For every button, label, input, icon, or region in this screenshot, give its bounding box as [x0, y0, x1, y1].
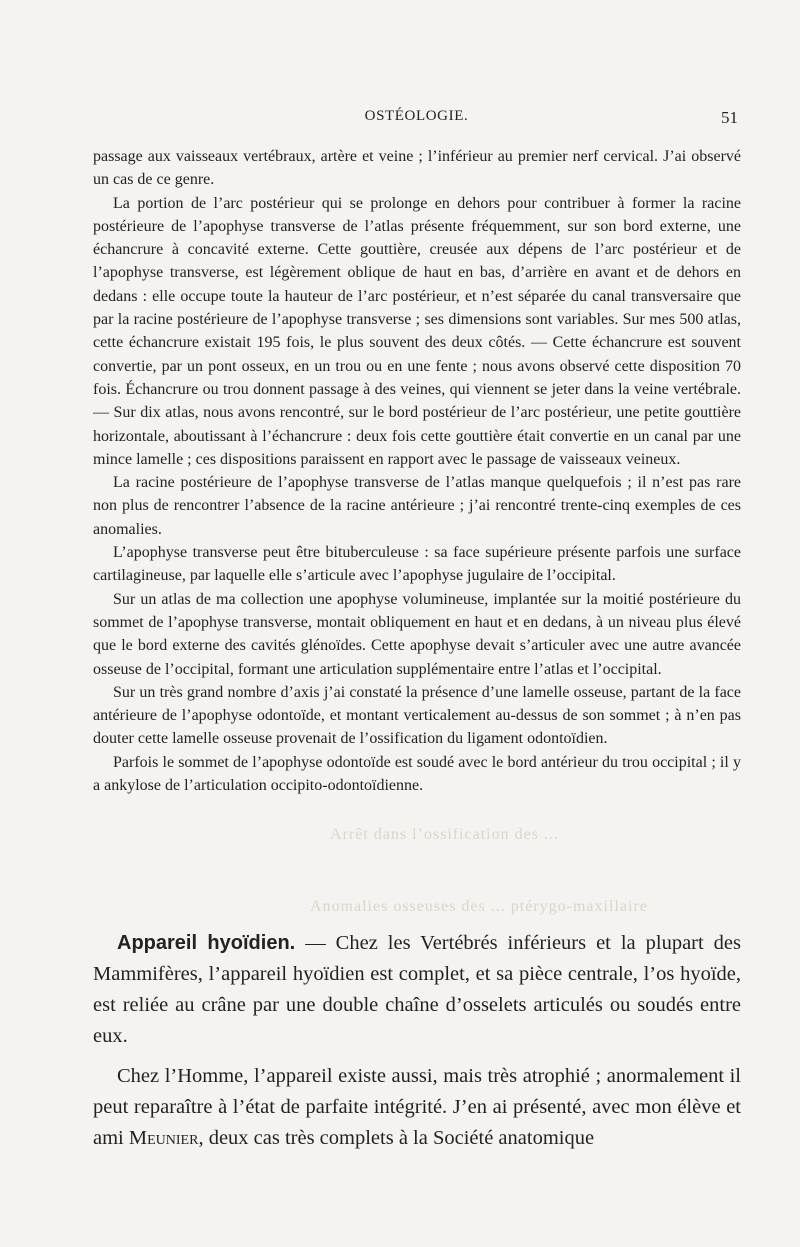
paragraph-axis-lamelle: Sur un très grand nombre d’axis j’ai constaté la présence d’une lamelle osseuse, partant de la face antérieure de l’apophyse odontoïde, et montant verticalement au-dessus de son sommet ; à n’en pas douter cette lamelle osseuse provenait de l’ossification du ligament odontoïdien.	[93, 683, 741, 748]
bleed-through-text-1: Arrêt dans l’ossification des ...	[330, 826, 559, 843]
paragraph-arc-posterieur: La portion de l’arc postérieur qui se prolonge en dehors pour contribuer à former la racine postérieure de l’apophyse transverse de l’atlas présente fréquemment, sur son bord externe, une échancrure à concavité externe. Cette gouttière, creusée aux dépens de l’arc postérieur et de l’apophyse transverse, est légèrement oblique de haut en bas, d’arrière en avant et de dehors en dedans : elle occupe toute la hauteur de l’arc postérieur, et n’est séparée du canal transversaire que par la racine postérieure de l’apophyse transverse ; ses dimensions sont variables. Sur mes 500 atlas, cette échancrure existait 195 fois, le plus souvent des deux côtés. — Cette échancrure est souvent convertie, par un pont osseux, en un trou ou en une fente ; nous avons observé cette disposition 70 fois. Échancrure ou trou donnent passage à des veines, qui viennent se jeter dans la veine vertébrale. — Sur dix atlas, nous avons rencontré, sur le bord postérieur de l’arc postérieur, une petite gouttière horizontale, aboutissant à l’échancrure : deux fois cette gouttière était convertie en un canal par une mince lamelle ; ces dispositions paraissent en rapport avec le passage de vaisseaux veineux.	[93, 194, 741, 468]
paragraph-apophyse-volumineuse: Sur un atlas de ma collection une apophyse volumineuse, implantée sur la moitié postérieure du sommet de l’apophyse transverse, montait obliquement en haut et en dedans, à un niveau plus élevé que le bord externe des cavités glénoïdes. Cette apophyse devait s’articuler avec une autre avancée osseuse de l’occipital, formant une articulation supplémentaire entre l’atlas et l’occipital.	[93, 590, 741, 678]
section-heading: Appareil hyoïdien.	[117, 932, 296, 954]
author-name-meunier: Meunier	[128, 1127, 199, 1149]
paragraph-bituberculeuse: L’apophyse transverse peut être bituberculeuse : sa face supérieure présente parfois une surface cartilagineuse, par laquelle elle s’articule avec l’apophyse jugulaire de l’occipital.	[93, 544, 741, 585]
section-paragraph-2-text-b: , deux cas très complets à la Société anatomique	[198, 1127, 595, 1149]
paragraph-ankylose: Parfois le sommet de l’apophyse odontoïde est soudé avec le bord antérieur du trou occipital ; il y a ankylose de l’articulation occipito-odontoïdienne.	[93, 753, 741, 795]
page-number: 51	[721, 108, 738, 127]
section-appareil-hyoidien	[93, 928, 741, 1154]
section-paragraph-2	[93, 1061, 741, 1154]
section-paragraph-1	[93, 928, 741, 1052]
body-text	[93, 145, 741, 797]
bleed-through-text-2: Anomalies osseuses des ... ptérygo-maxillaire	[310, 898, 648, 915]
section-paragraph-2-text-a: Chez l’Homme, l’appareil existe aussi, mais très atrophié ; anormalement il peut reparaître à l’état de parfaite intégrité. J’en ai présenté, avec mon élève et ami	[93, 1065, 741, 1149]
page-header	[95, 108, 738, 132]
paragraph-racine-posterieure: La racine postérieure de l’apophyse transverse de l’atlas manque quelquefois ; il n’est pas rare non plus de rencontrer l’absence de la racine antérieure ; j’ai rencontré trente-cinq exemples de ces anomalies.	[93, 474, 741, 538]
paragraph-continuation: passage aux vaisseaux vertébraux, artère et veine ; l’inférieur au premier nerf cervical. J’ai observé un cas de ce genre.	[93, 148, 741, 189]
running-title: OSTÉOLOGIE.	[364, 108, 469, 124]
section-paragraph-1-text: — Chez les Vertébrés inférieurs et la plupart des Mammifères, l’appareil hyoïdien est complet, et sa pièce centrale, l’os hyoïde, est reliée au crâne par une double chaîne d’osselets articulés ou soudés entre eux.	[93, 932, 741, 1047]
